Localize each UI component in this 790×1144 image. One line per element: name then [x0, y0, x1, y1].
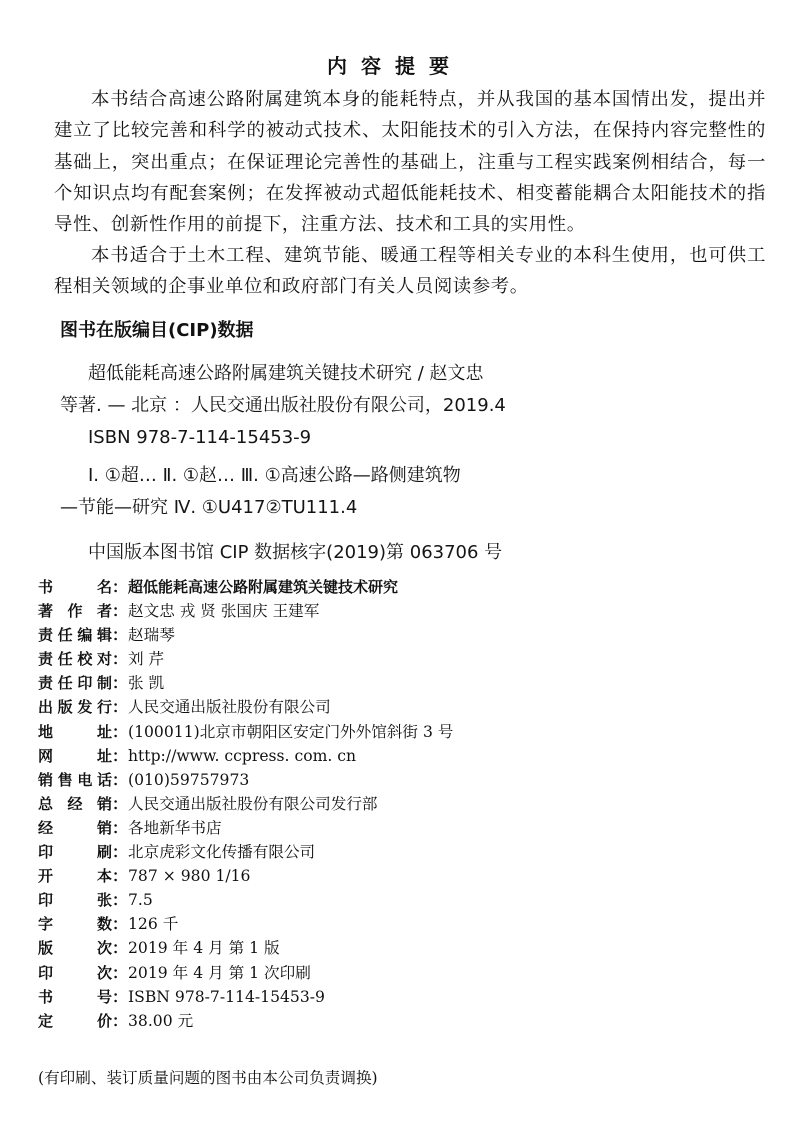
colophon-row — [38, 864, 758, 888]
colophon-row — [38, 912, 758, 936]
colophon-row — [38, 840, 758, 864]
summary-text: 本书结合高速公路附属建筑本身的能耗特点，并从我国的基本国情出发，提出并建立了比较完善和科学的被动式技术、太阳能技术的引入方法，在保持内容完整性的基础上，突出重点；在保证理论完善性的基础上，注重与工程实践案例相结合，每一个知识点均有配套案例；在发挥被动式超低能耗技术、相变蓄能耦合太阳能技术的指导性、创新性作用的前提下，注重方法、技术和工具的实用性。 — [54, 89, 766, 236]
colophon-colon: ： — [112, 1010, 128, 1030]
colophon-colon: ： — [112, 914, 128, 934]
colophon-label: 责任印制 — [38, 674, 112, 693]
colophon-colon: ： — [112, 986, 128, 1006]
summary-title: 内容提要 — [327, 54, 463, 78]
colophon-row — [38, 936, 758, 960]
colophon-colon: ： — [112, 938, 128, 958]
colophon-value: 超低能耗高速公路附属建筑关键技术研究 — [128, 578, 399, 596]
colophon-value: 7.5 — [128, 891, 153, 910]
colophon-row — [38, 985, 758, 1009]
colophon-colon: ： — [112, 649, 128, 669]
colophon-value: 北京虎彩文化传播有限公司 — [128, 843, 316, 862]
colophon-label: 责任校对 — [38, 650, 112, 669]
colophon-row — [38, 792, 758, 816]
cip-subjects — [60, 460, 760, 524]
colophon-row — [38, 720, 758, 744]
colophon-colon: ： — [112, 601, 128, 621]
colophon-label: 责任编辑 — [38, 626, 112, 645]
colophon-label: 印刷 — [38, 843, 112, 862]
colophon — [38, 575, 758, 1033]
colophon-value: 人民交通出版社股份有限公司 — [128, 698, 331, 717]
quality-note: (有印刷、装订质量问题的图书由本公司负责调换) — [38, 1069, 378, 1087]
colophon-value: 人民交通出版社股份有限公司发行部 — [128, 794, 378, 813]
colophon-label: 印次 — [38, 963, 112, 982]
colophon-colon: ： — [112, 890, 128, 910]
colophon-label: 字数 — [38, 915, 112, 934]
colophon-label: 版次 — [38, 939, 112, 958]
cip-data-number-text: 中国版本图书馆 CIP 数据核字(2019)第 063706 号 — [88, 542, 503, 563]
colophon-row — [38, 888, 758, 912]
colophon-value: 2019 年 4 月 第 1 版 — [128, 939, 280, 958]
colophon-value: 126 千 — [128, 915, 179, 934]
colophon-label: 书号 — [38, 987, 112, 1006]
colophon-row — [38, 816, 758, 840]
colophon-colon: ： — [112, 842, 128, 862]
colophon-label: 开本 — [38, 867, 112, 886]
colophon-value: 38.00 元 — [128, 1011, 194, 1030]
colophon-value: (010)59757973 — [128, 770, 250, 789]
cip-data-number — [60, 537, 760, 569]
cip-subject-line: Ⅰ. ①超… Ⅱ. ①赵… Ⅲ. ①高速公路—路侧建筑物 — [88, 465, 461, 486]
summary-text: 本书适合于土木工程、建筑节能、暖通工程等相关专业的本科生使用，也可供工程相关领域的企事业单位和政府部门有关人员阅读参考。 — [54, 245, 766, 298]
colophon-label: 书名 — [38, 578, 112, 596]
colophon-value: 赵瑞琴 — [128, 626, 175, 645]
colophon-value: 刘 芹 — [128, 650, 165, 669]
colophon-label: 定价 — [38, 1011, 112, 1030]
colophon-colon: ： — [112, 745, 128, 765]
cip-publisher-line: 等著. — 北京 ：人民交通出版社股份有限公司，2019.4 — [60, 395, 506, 416]
summary-paragraph-1 — [54, 84, 766, 240]
colophon-label: 著作者 — [38, 602, 112, 621]
colophon-label: 网址 — [38, 746, 112, 765]
colophon-row — [38, 961, 758, 985]
colophon-colon: ： — [112, 577, 128, 596]
cip-title-line: 超低能耗高速公路附属建筑关键技术研究 / 赵文忠 — [88, 363, 484, 384]
colophon-row — [38, 623, 758, 647]
colophon-row — [38, 575, 758, 599]
colophon-value: 787 × 980 1/16 — [128, 867, 251, 886]
colophon-colon: ： — [112, 769, 128, 789]
colophon-value: (100011)北京市朝阳区安定门外外馆斜街 3 号 — [128, 722, 454, 741]
colophon-row — [38, 599, 758, 623]
colophon-label: 总经销 — [38, 794, 112, 813]
colophon-value: 2019 年 4 月 第 1 次印刷 — [128, 963, 311, 982]
colophon-value: ISBN 978-7-114-15453-9 — [128, 987, 325, 1006]
colophon-colon: ： — [112, 721, 128, 741]
colophon-value: 张 凯 — [128, 674, 165, 693]
colophon-value: http://www. ccpress. com. cn — [128, 746, 357, 765]
colophon-colon: ： — [112, 817, 128, 837]
colophon-colon: ： — [112, 697, 128, 717]
cip-isbn-line: ISBN 978-7-114-15453-9 — [88, 427, 312, 448]
cip-entry — [60, 358, 760, 454]
cip-heading: 图书在版编目(CIP)数据 — [60, 320, 254, 341]
colophon-value: 各地新华书店 — [128, 818, 222, 837]
colophon-row — [38, 647, 758, 671]
colophon-row — [38, 1009, 758, 1033]
summary-paragraph-2 — [54, 240, 766, 303]
colophon-row — [38, 768, 758, 792]
colophon-row — [38, 671, 758, 695]
colophon-label: 地址 — [38, 722, 112, 741]
colophon-colon: ： — [112, 673, 128, 693]
colophon-value: 赵文忠 戎 贤 张国庆 王建军 — [128, 602, 320, 621]
colophon-row — [38, 695, 758, 719]
colophon-colon: ： — [112, 962, 128, 982]
cip-subject-line: —节能—研究 Ⅳ. ①U417②TU111.4 — [60, 497, 358, 518]
colophon-label: 出版发行 — [38, 698, 112, 717]
colophon-row — [38, 744, 758, 768]
colophon-colon: ： — [112, 866, 128, 886]
colophon-colon: ： — [112, 793, 128, 813]
colophon-label: 销售电话 — [38, 770, 112, 789]
colophon-colon: ： — [112, 625, 128, 645]
colophon-label: 印张 — [38, 891, 112, 910]
colophon-label: 经销 — [38, 818, 112, 837]
